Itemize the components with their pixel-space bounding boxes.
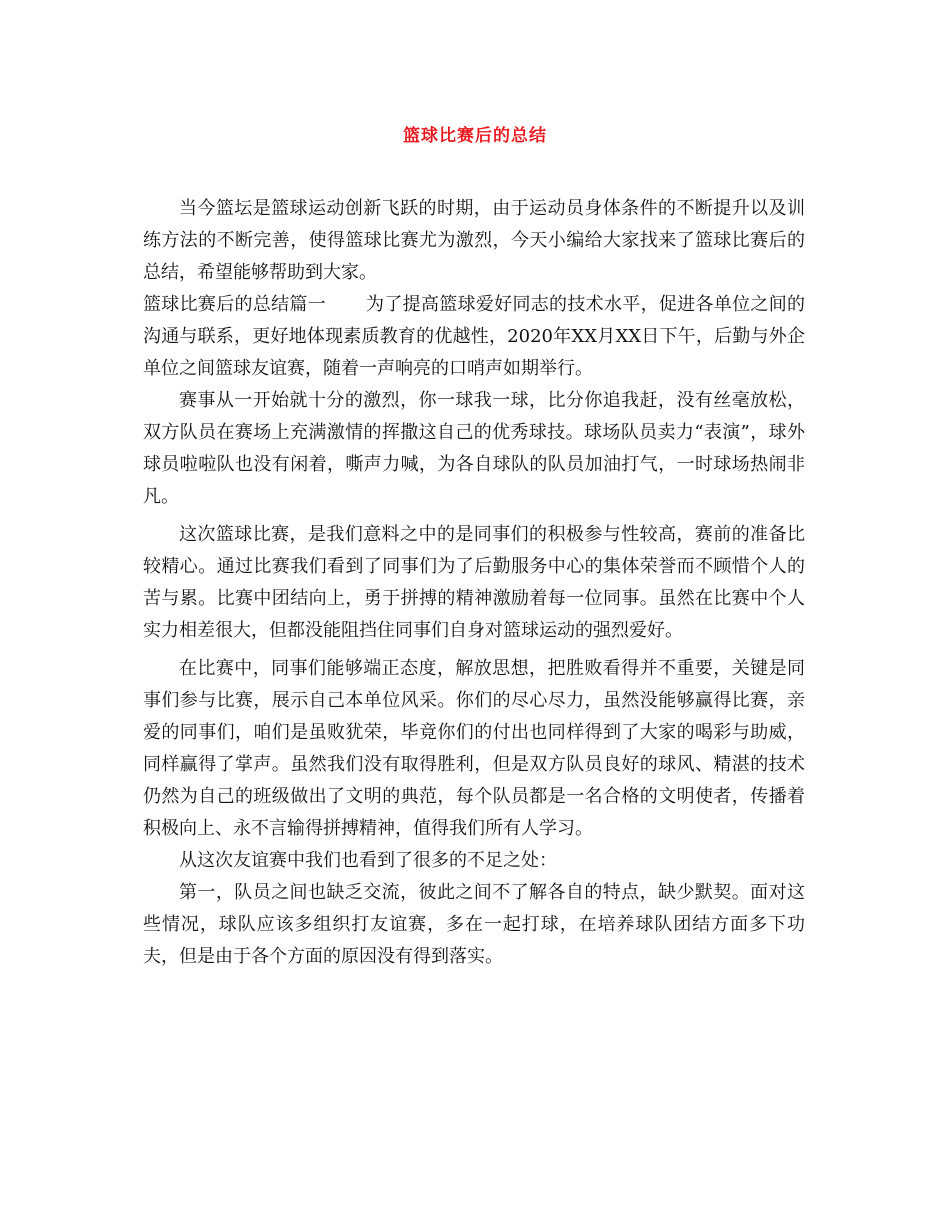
section-heading: 篮球比赛后的总结篇一 (143, 294, 327, 315)
body-paragraph: 赛事从一开始就十分的激烈，你一球我一球，比分你追我赶，没有丝毫放松，双方队员在赛场上充满激情的挥撒这自己的优秀球技。球场队员卖力“表演”，球外球员啦啦队也没有闲着，嘶声力喊，为各自球队的队员加油打气，一时球场热闹非凡。 (143, 390, 805, 507)
intro-paragraph: 当今篮坛是篮球运动创新飞跃的时期，由于运动员身体条件的不断提升以及训练方法的不断完善，使得篮球比赛尤为激烈，今天小编给大家找来了篮球比赛后的总结，希望能够帮助到大家。 (143, 198, 805, 283)
body-paragraph: 这次篮球比赛，是我们意料之中的是同事们的积极参与性较高，赛前的准备比较精心。通过比赛我们看到了同事们为了后勤服务中心的集体荣誉而不顾惜个人的苦与累。比赛中团结向上，勇于拼搏的精神激励着每一位同事。虽然在比赛中个人实力相差很大，但都没能阻挡住同事们自身对篮球运动的强烈爱好。 (143, 524, 805, 641)
body-paragraph: 在比赛中，同事们能够端正态度，解放思想，把胜败看得并不重要，关键是同事们参与比赛，展示自己本单位风采。你们的尽心尽力，虽然没能够赢得比赛，亲爱的同事们，咱们是虽败犹荣，毕竟你们的付出也同样得到了大家的喝彩与助威，同样赢得了掌声。虽然我们没有取得胜利，但是双方队员良好的球风、精湛的技术仍然为自己的班级做出了文明的典范，每个队员都是一名合格的文明使者，传播着积极向上、永不言输得拼搏精神，值得我们所有人学习。 (143, 658, 805, 839)
document-title: 篮球比赛后的总结 (403, 126, 547, 146)
section-first-paragraph (143, 289, 805, 385)
document-body (143, 193, 805, 973)
body-paragraph: 第一，队员之间也缺乏交流，彼此之间不了解各自的特点，缺少默契。面对这些情况，球队应该多组织打友谊赛，多在一起打球，在培养球队团结方面多下功夫，但是由于各个方面的原因没有得到落实。 (143, 882, 805, 967)
section-first-text: 为了提高篮球爱好同志的技术水平，促进各单位之间的沟通与联系，更好地体现素质教育的优越性，2020年XX月XX日下午，后勤与外企单位之间篮球友谊赛，随着一声响亮的口哨声如期举行。 (143, 294, 805, 379)
body-paragraph: 从这次友谊赛中我们也看到了很多的不足之处： (179, 850, 557, 871)
